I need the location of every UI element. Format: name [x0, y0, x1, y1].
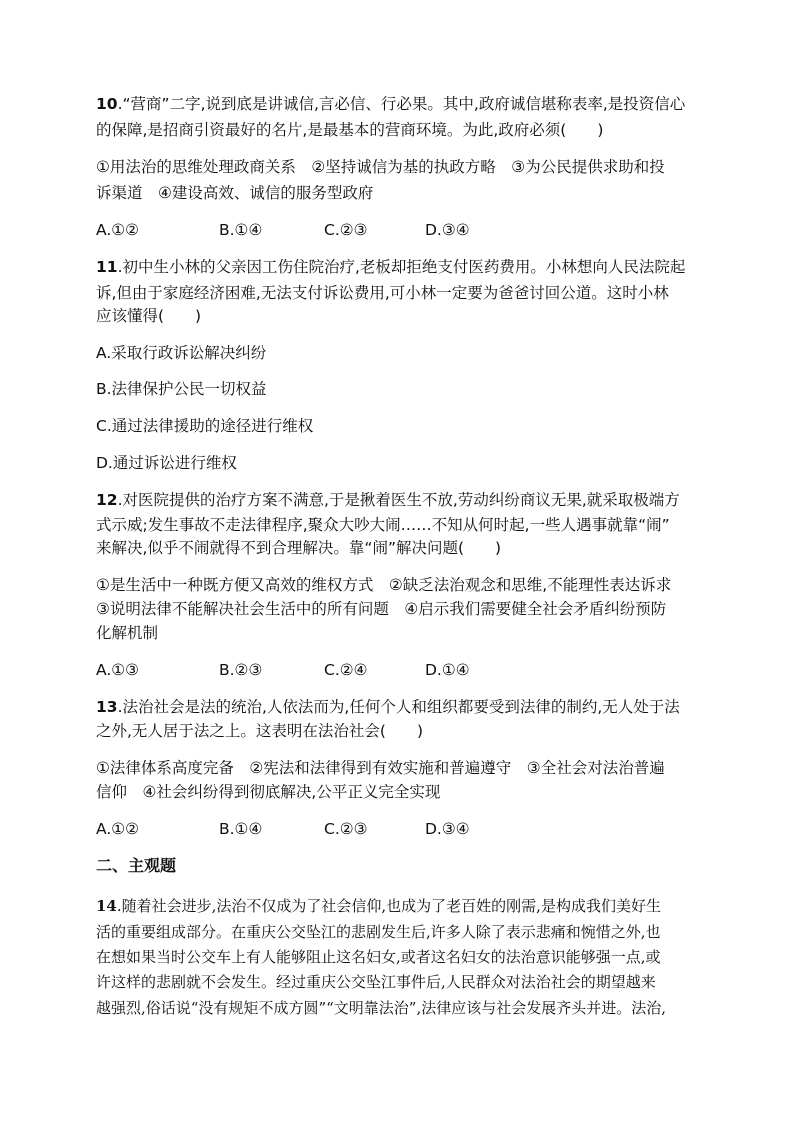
q14-line-2: 活的重要组成部分。在重庆公交坠江的悲剧发生后,许多人除了表示悲痛和惋惜之外,也 — [96, 923, 661, 941]
q13-statements-line-1: ①法律体系高度完备 ②宪法和法律得到有效实施和普遍遵守 ③全社会对法治普遍 — [96, 759, 665, 777]
q14-line-1: 14.随着社会进步,法治不仅成为了社会信仰,也成为了老百姓的刚需,是构成我们美好生 — [96, 897, 661, 915]
q11-number: 11 — [96, 258, 118, 276]
section-heading-subjective: 二、主观题 — [96, 856, 177, 875]
q10-option-b[interactable]: B.①④ — [219, 221, 263, 239]
q10-option-d[interactable]: D.③④ — [425, 221, 470, 239]
q11-line-2: 诉,但由于家庭经济困难,无法支付诉讼费用,可小林一定要为爸爸讨回公道。这时小林 — [96, 284, 669, 302]
q12-statements-line-1: ①是生活中一种既方便又高效的维权方式 ②缺乏法治观念和思维,不能理性表达诉求 — [96, 576, 672, 594]
q13-option-b[interactable]: B.①④ — [219, 820, 263, 838]
q12-option-d[interactable]: D.①④ — [425, 661, 470, 679]
q14-line-4: 许这样的悲剧就不会发生。经过重庆公交坠江事件后,人民群众对法治社会的期望越来 — [96, 973, 656, 991]
q10-line-2: 的保障,是招商引资最好的名片,是最基本的营商环境。为此,政府必须( ) — [96, 121, 604, 139]
q13-line-2: 之外,无人居于法之上。这表明在法治社会( ) — [96, 722, 424, 740]
q13-statements-line-2: 信仰 ④社会纠纷得到彻底解决,公平正义完全实现 — [96, 783, 441, 801]
q12-option-b[interactable]: B.②③ — [219, 661, 263, 679]
q13-option-a[interactable]: A.①② — [96, 820, 140, 838]
q11-option-a[interactable]: A.采取行政诉讼解决纠纷 — [96, 344, 267, 362]
q14-number: 14 — [96, 897, 117, 915]
q14-line-5: 越强烈,俗话说“没有规矩不成方圆”“文明靠法治”,法律应该与社会发展齐头并进。法治, — [96, 999, 666, 1017]
q13-line-1: 13.法治社会是法的统治,人依法而为,任何个人和组织都要受到法律的制约,无人处于法 — [96, 698, 680, 716]
q10-option-c[interactable]: C.②③ — [324, 221, 368, 239]
q10-option-a[interactable]: A.①② — [96, 221, 140, 239]
q12-line-1: 12.对医院提供的治疗方案不满意,于是揪着医生不放,劳动纠纷商议无果,就采取极端方 — [96, 491, 680, 509]
q11-line-3: 应该懂得( ) — [96, 307, 202, 325]
q13-number: 13 — [96, 698, 118, 716]
q11-option-c[interactable]: C.通过法律援助的途径进行维权 — [96, 417, 314, 435]
q12-statements-line-3: 化解机制 — [96, 624, 159, 642]
q12-statements-line-2: ③说明法律不能解决社会生活中的所有问题 ④启示我们需要健全社会矛盾纠纷预防 — [96, 600, 667, 618]
q12-number: 12 — [96, 491, 118, 509]
q11-line-1: 11.初中生小林的父亲因工伤住院治疗,老板却拒绝支付医药费用。小林想向人民法院起 — [96, 258, 686, 276]
q12-line-3: 来解决,似乎不闹就得不到合理解决。靠“闹”解决问题( ) — [96, 539, 502, 557]
q13-option-c[interactable]: C.②③ — [324, 820, 368, 838]
q11-option-b[interactable]: B.法律保护公民一切权益 — [96, 380, 267, 398]
q10-statements-line-2: 诉渠道 ④建设高效、诚信的服务型政府 — [96, 184, 374, 202]
q10-line-1: 10.“营商”二字,说到底是讲诚信,言必信、行必果。其中,政府诚信堪称表率,是投资信心 — [96, 95, 686, 113]
q14-line-3: 在想如果当时公交车上有人能够阻止这名妇女,或者这名妇女的法治意识能够强一点,或 — [96, 948, 661, 966]
q13-option-d[interactable]: D.③④ — [425, 820, 470, 838]
q12-option-a[interactable]: A.①③ — [96, 661, 140, 679]
q11-option-d[interactable]: D.通过诉讼进行维权 — [96, 454, 237, 472]
q12-line-2: 式示威;发生事故不走法律程序,聚众大吵大闹……不知从何时起,一些人遇事就靠“闹” — [96, 516, 670, 534]
q12-option-c[interactable]: C.②④ — [324, 661, 368, 679]
q10-number: 10 — [96, 95, 118, 113]
q10-statements-line-1: ①用法治的思维处理政商关系 ②坚持诚信为基的执政方略 ③为公民提供求助和投 — [96, 158, 665, 176]
